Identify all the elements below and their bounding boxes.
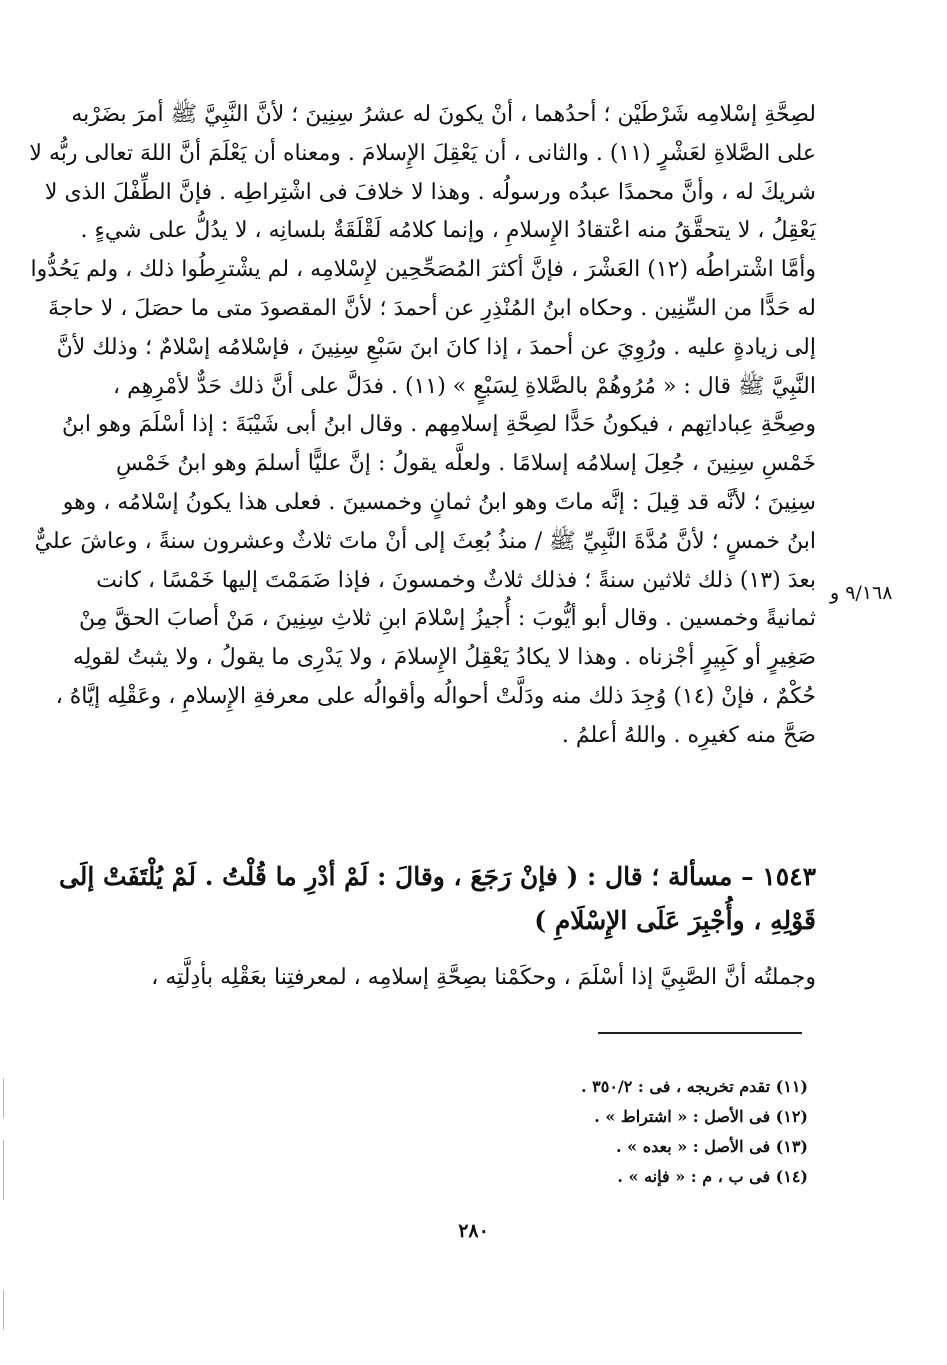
text-line: بعدَ (١٣) ذلك ثلاثين سنةً ؛ فذلك ثلاثٌ وخمسونَ ، فإذا ضَمَمْتَ إليها خَمْسًا ، كانت — [96, 567, 816, 593]
text-line: لصِحَّةِ إسْلامِه شَرْطَيْن ؛ أحدُهما ، أنْ يكونَ له عشرُ سِنِينَ ؛ لأنَّ النَّبِيَّ ﷺ أمرَ بضَرْبه — [71, 102, 816, 127]
text-line: له حَدًّا من السِّنِين . وحكاه ابنُ المُنْذِرِ عن أحمدَ ؛ لأنَّ المقصودَ متى ما حصَلَ ، لا حاجةَ — [48, 295, 816, 321]
text-line: يَعْقِلُ ، لا يتحقَّقُ منه اعْتقادُ الإِسلامِ ، وإنما كلامُه لَقْلَقَةٌ بلسانِه ، لا يدُلُّ على شيءٍ . — [80, 218, 816, 244]
text-line: النَّبِيَّ ﷺ قال : « مُرُوهُمْ بالصَّلاةِ لِسَبْعٍ » (١١) . فدَلَّ على أنَّ ذلك حَدٌّ لأمْرِهِم ، — [112, 373, 816, 399]
text-line: سِنِينَ ؛ لأنَّه قد قِيلَ : إنَّه ماتَ وهو ابنُ ثمانٍ وخمسينَ . فعلى هذا يكونُ إسْلامُه ، وهو — [62, 489, 816, 515]
masala-line: قَوْلِهِ ، وأُجْبِرَ عَلَى الإِسْلَامِ ) — [534, 906, 816, 935]
text-line: إلى زيادةٍ عليه . ورُوِيَ عن أحمدَ ، إذا كانَ ابنَ سَبْعِ سِنِينَ ، فإسْلامُه إسْلامٌ ؛ وذلك لأنَّ — [56, 334, 816, 360]
footnote: (١٢) فى الأصل : « اشتراط » . — [594, 1107, 808, 1126]
masala-heading — [58, 855, 816, 943]
text-line: وأمَّا اشْتراطُه (١٢) العَشْرَ ، فإنَّ أكثرَ المُصَحِّحِين لإِسْلامِه ، لم يشْترِطُوا ذلك ، ولم يَحُدُّوا — [30, 257, 816, 283]
text-line: شريكَ له ، وأنَّ محمدًا عبدُه ورسولُه . وهذا لا خلافَ فى اشْتِراطِه . فإنَّ الطِّفْلَ الذى لا — [44, 179, 816, 205]
footnote: (١٣) فى الأصل : « بعده » . — [615, 1137, 808, 1156]
scan-edge-mark — [3, 1078, 4, 1118]
footnote: (١٤) فى ب ، م : « فإنه » . — [617, 1167, 808, 1186]
footnote: (١١) تقدم تخريجه ، فى : ٣٥٠/٢ . — [581, 1077, 808, 1096]
text-line: ابنُ خمسٍ ؛ لأنَّ مُدَّةَ النَّبِيِّ ﷺ / منذُ بُعِثَ إلى أنْ ماتَ ثلاثٌ وعشرون سنةً ، وعاشَ عليٌّ — [34, 528, 816, 554]
text-line: صَحَّ منه كغيرِه . واللهُ أعلمُ . — [561, 722, 816, 748]
text-line: خَمْسِ سِنِينَ ، جُعِلَ إسلامُه إسلامًا . ولعلَّه يقولُ : إنَّ عليًّا أسلمَ وهو ابنُ خَمْسِ — [116, 451, 816, 477]
text-line: صَغِيرٍ أو كَبِيرٍ أجْزناه . وهذا لا يكادُ يَعْقِلُ الإِسلامَ ، ولا يَدْرِى ما يقولُ ، ولا يثبتُ لقولِه — [72, 645, 816, 671]
manuscript-folio-marker: ٩/١٦٨ و — [830, 582, 893, 604]
scan-edge-mark — [3, 1140, 4, 1200]
text-line: حُكْمٌ ، فإنْ (١٤) وُجِدَ ذلك منه ودَلَّتْ أحوالُه وأقوالُه على معرفةِ الإِسلامِ ، وعَقْلِه إيَّاهُ ، — [55, 683, 816, 709]
text-line: على الصَّلاةِ لعَشْرٍ (١١) . والثانى ، أن يَعْقِلَ الإِسلامَ . ومعناه أن يَعْلَمَ أنَّ اللهَ تعالى ربُّه لا — [29, 140, 816, 166]
scan-edge-mark — [3, 1290, 4, 1330]
footnote-divider — [598, 1032, 802, 1034]
continuation-line: وجملتُه أنَّ الصَّبِيَّ إذا أسْلَمَ ، وحكَمْنا بصِحَّةِ إسلامِه ، لمعرفتِنا بعَقْلِه بأدِلَّتِه ، — [151, 965, 816, 990]
footnotes — [500, 1072, 808, 1192]
text-line: ثمانيةً وخمسين . وقال أبو أيُّوبَ : أُجيزُ إسْلامَ ابنِ ثلاثِ سِنِينَ ، مَنْ أصابَ الحقَّ مِنْ — [78, 606, 816, 632]
page-number: ٢٨٠ — [458, 1220, 489, 1242]
text-line: وصِحَّةِ عِباداتِهم ، فيكونُ حَدًّا لصِحَّةِ إسلامِهم . وقال ابنُ أبى شَيْبَةَ : إذا أسْلَمَ وهو ابنُ — [61, 412, 816, 438]
main-text-block — [29, 96, 816, 756]
masala-line: ١٥٤٣ – مسألة ؛ قال : ( فإنْ رَجَعَ ، وقالَ : لَمْ أدْرِ ما قُلْتُ . لَمْ يُلْتَفَتْ إلَى — [58, 862, 816, 891]
